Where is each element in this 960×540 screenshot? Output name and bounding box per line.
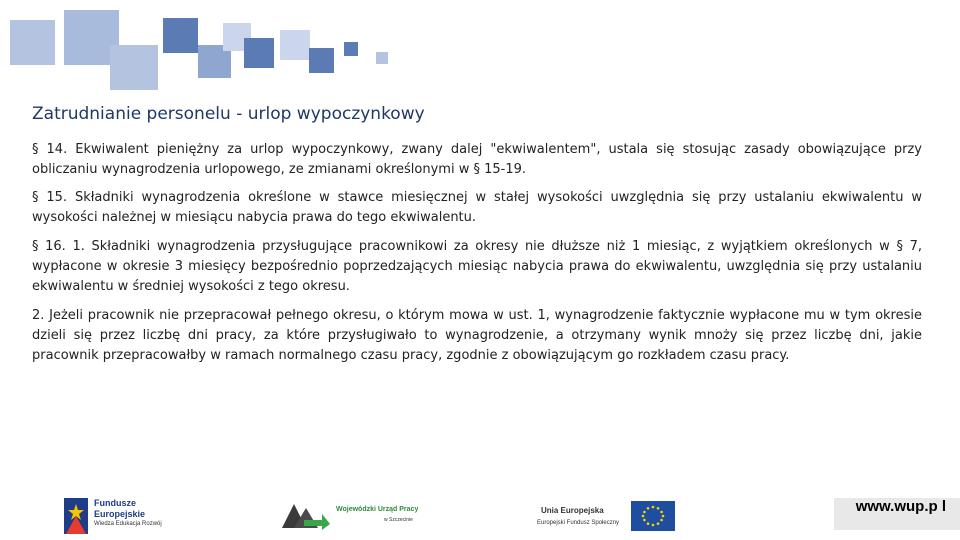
deco-square: [309, 48, 334, 73]
paragraph: § 14. Ekwiwalent pieniężny za urlop wypoczynkowy, zwany dalej "ekwiwalentem", ustala się stosując zasady obowiązujące przy obliczaniu wynagrodzenia urlopowego, ze zmianami określonymi w § 15-19.: [32, 142, 922, 177]
wup-logo: [280, 500, 430, 532]
wup-emblem-icon: [280, 500, 330, 530]
paragraph: 2. Jeżeli pracownik nie przepracował pełnego okresu, o którym mowa w ust. 1, wynagrodzenie faktycznie wypłacone mu w tym okresie dzieli się przez liczbę dni pracy, za które przysługiwało to wynagrodzenie, a otrzymany wynik mnoży się przez liczbę dni, jakie pracownik przepracowałby w ramach normalnego czasu pracy, zgodnie z obowiązującym go rozkładem czasu pracy.: [32, 308, 922, 363]
fe-star-icon: [64, 498, 88, 534]
ue-logo-line1: Unia Europejska: [541, 506, 604, 515]
deco-square: [344, 42, 358, 56]
wup-logo-line1: Wojewódzki Urząd Pracy: [336, 506, 419, 513]
fe-logo-line2: Europejskie: [94, 509, 146, 519]
footer-logos: [0, 490, 960, 540]
deco-square: [10, 20, 55, 65]
deco-square: [110, 45, 158, 90]
website-link[interactable]: www.wup.p l: [834, 498, 960, 530]
deco-square: [376, 52, 388, 64]
ue-logo-line2: Europejski Fundusz Społeczny: [537, 520, 620, 526]
fundusze-europejskie-logo: [64, 496, 184, 536]
unia-europejska-logo: [537, 498, 677, 534]
deco-square: [244, 38, 274, 68]
paragraph: § 15. Składniki wynagrodzenia określone w stawce miesięcznej w stałej wysokości uwzględnia się przy ustalaniu ekwiwalentu w wysokości należnej w miesiącu nabycia prawa do tego ekwiwalentu.: [32, 190, 922, 225]
deco-square: [280, 30, 310, 60]
fe-logo-line3: Wiedza Edukacja Rozwój: [94, 521, 162, 527]
deco-square: [163, 18, 198, 53]
slide-title: Zatrudnianie personelu - urlop wypoczynkowy: [32, 104, 425, 124]
fe-logo-line1: Fundusze: [94, 498, 136, 508]
paragraph: § 16. 1. Składniki wynagrodzenia przysługujące pracownikowi za okresy nie dłuższe niż 1 miesiąc, z wyjątkiem określonych w § 7, wypłacone w okresie 3 miesięcy bezpośrednio poprzedzających miesiąc nabycia prawa do ekwiwalentu, uwzględnia się przy ustalaniu ekwiwalentu w średniej wysokości z tego okresu.: [32, 239, 922, 294]
wup-logo-line2: w Szczecinie: [384, 517, 413, 523]
eu-flag-icon: [631, 501, 675, 531]
